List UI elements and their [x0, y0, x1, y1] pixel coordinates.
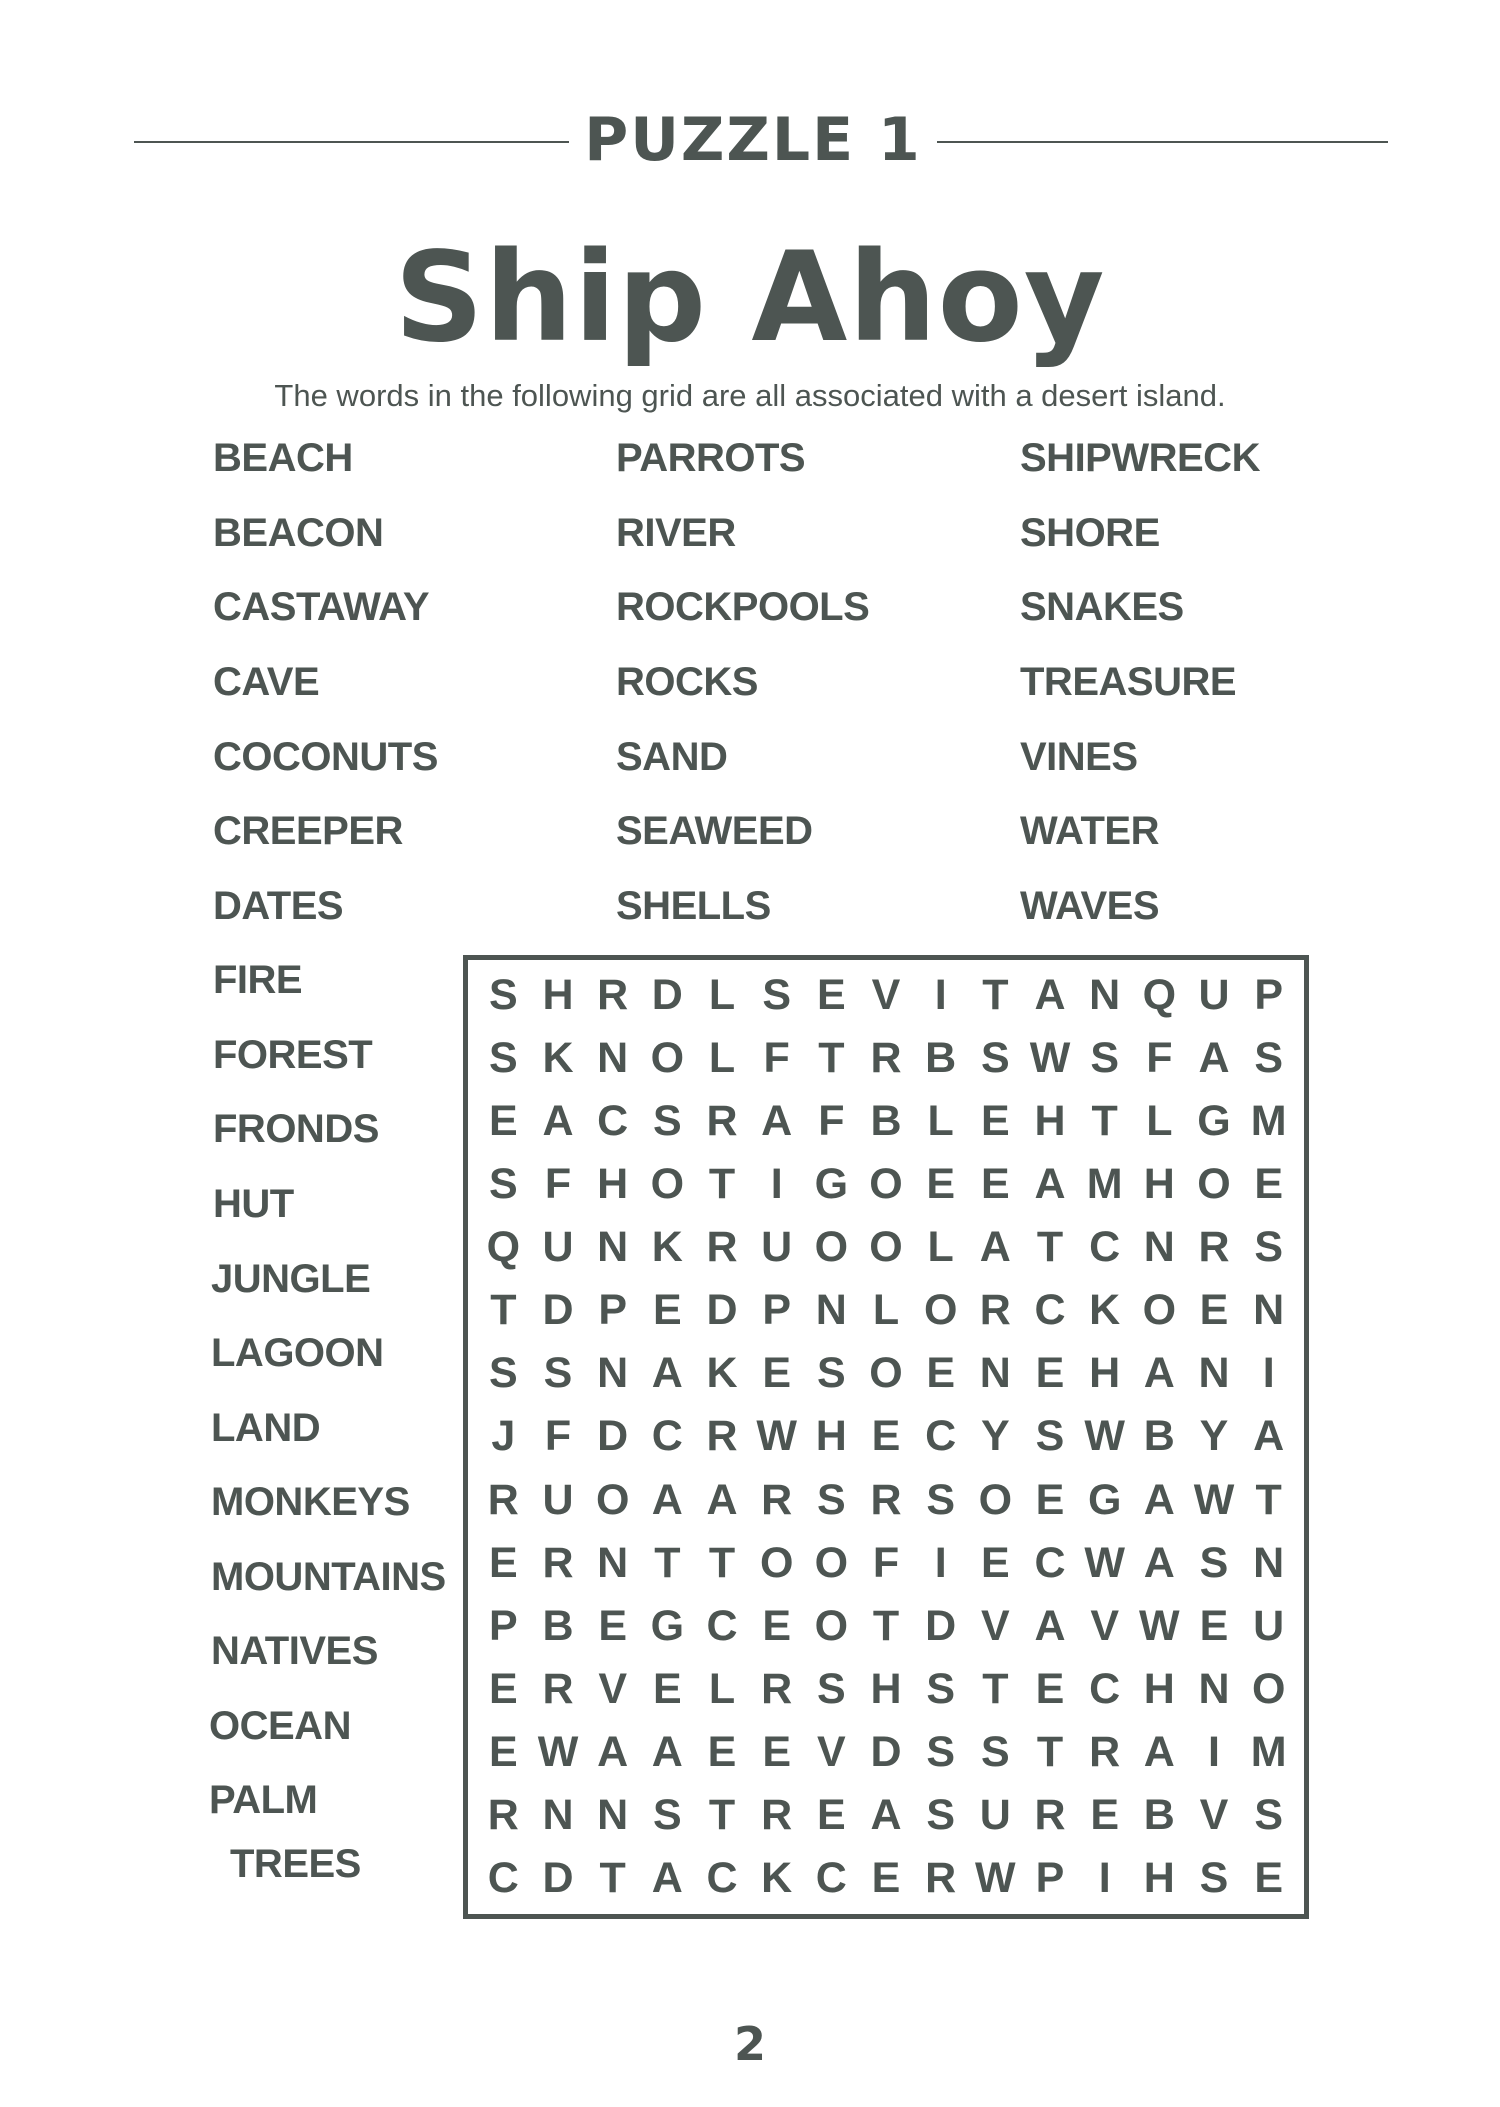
grid-cell: O	[759, 1538, 794, 1587]
grid-cell: E	[488, 1097, 518, 1146]
grid-cell: E	[707, 1727, 737, 1776]
grid-cell: S	[816, 1664, 846, 1713]
grid-cell: E	[1035, 1475, 1065, 1524]
grid-cell: T	[708, 1538, 736, 1587]
grid-cell: W	[1193, 1475, 1235, 1524]
puzzle-title: Ship Ahoy	[394, 226, 1106, 370]
grid-cell: N	[597, 1223, 629, 1272]
grid-cell: B	[870, 1097, 902, 1146]
grid-cell: W	[756, 1412, 797, 1461]
grid-cell: S	[926, 1475, 955, 1524]
grid-cell: N	[597, 1349, 629, 1398]
grid-cell: T	[708, 1790, 736, 1839]
grid-cell: S	[1254, 1790, 1283, 1839]
grid-cell: E	[980, 1538, 1010, 1587]
grid-cell: O	[1251, 1664, 1286, 1713]
grid-cell: G	[650, 1601, 685, 1650]
grid-cell: S	[1199, 1538, 1229, 1587]
grid-cell: A	[651, 1853, 683, 1902]
grid-cell: O	[814, 1223, 849, 1272]
word-list-item: FIRE	[213, 958, 303, 1002]
grid-cell: E	[488, 1664, 518, 1713]
grid-cell: E	[652, 1286, 682, 1335]
grid-cell: C	[815, 1853, 847, 1902]
grid-cell: O	[923, 1286, 958, 1335]
word-list-item: PALM	[209, 1778, 318, 1822]
grid-cell: C	[1034, 1538, 1066, 1587]
grid-cell: U	[979, 1790, 1011, 1839]
grid-cell: W	[975, 1853, 1016, 1902]
word-list-item: ROCKS	[616, 660, 758, 704]
grid-cell: S	[488, 1034, 518, 1083]
word-list-item: SHIPWRECK	[1020, 436, 1260, 480]
puzzle-subtitle: The words in the following grid are all associated with a desert island.	[274, 378, 1226, 413]
grid-cell: P	[1254, 971, 1283, 1020]
word-list-item: BEACH	[213, 436, 353, 480]
grid-cell: F	[544, 1412, 572, 1461]
grid-cell: L	[927, 1097, 954, 1146]
grid-cell: R	[761, 1664, 793, 1713]
grid-cell: N	[1253, 1286, 1285, 1335]
grid-cell: A	[1253, 1412, 1285, 1461]
grid-cell: E	[1199, 1286, 1229, 1335]
grid-cell: C	[651, 1412, 683, 1461]
grid-cell: S	[926, 1664, 955, 1713]
word-list-item: SHORE	[1020, 511, 1160, 555]
grid-cell: I	[934, 971, 947, 1020]
grid-cell: N	[597, 1790, 629, 1839]
grid-cell: A	[1143, 1538, 1175, 1587]
grid-cell: K	[651, 1223, 683, 1272]
grid-cell: S	[926, 1790, 955, 1839]
grid-cell: G	[1197, 1097, 1231, 1146]
grid-cell: T	[599, 1853, 626, 1902]
grid-cell: H	[542, 971, 574, 1020]
grid-cell: A	[651, 1475, 683, 1524]
grid-cell: O	[650, 1034, 685, 1083]
grid-cell: U	[542, 1475, 574, 1524]
grid-cell: A	[651, 1727, 683, 1776]
grid-cell: E	[816, 971, 846, 1020]
grid-cell: F	[544, 1160, 572, 1209]
grid-cell: N	[597, 1538, 629, 1587]
grid-cell: C	[1089, 1664, 1121, 1713]
grid-cell: S	[816, 1475, 846, 1524]
grid-cell: P	[598, 1286, 627, 1335]
word-list-item: JUNGLE	[211, 1257, 371, 1301]
grid-cell: N	[1143, 1223, 1175, 1272]
grid-cell: B	[1143, 1412, 1175, 1461]
grid-cell: M	[1250, 1727, 1287, 1776]
header-rule-right	[937, 141, 1388, 143]
grid-cell: R	[1034, 1790, 1066, 1839]
grid-cell: R	[925, 1853, 957, 1902]
grid-cell: F	[818, 1097, 845, 1146]
grid-cell: O	[869, 1223, 903, 1272]
grid-cell: E	[488, 1727, 518, 1776]
grid-cell: S	[762, 971, 791, 1020]
grid-cell: K	[761, 1853, 793, 1902]
grid-cell: H	[1143, 1853, 1175, 1902]
grid-cell: D	[542, 1853, 574, 1902]
grid-cell: T	[1036, 1223, 1064, 1272]
grid-cell: M	[1250, 1097, 1287, 1146]
grid-cell: F	[872, 1538, 900, 1587]
grid-cell: V	[1199, 1790, 1229, 1839]
grid-cell: T	[982, 1664, 1009, 1713]
grid-cell: V	[980, 1601, 1010, 1650]
grid-cell: T	[982, 971, 1009, 1020]
word-list-item: MONKEYS	[211, 1480, 410, 1524]
word-list-item: PARROTS	[616, 436, 806, 480]
grid-cell: A	[1034, 1160, 1066, 1209]
grid-cell: R	[597, 971, 629, 1020]
grid-cell: E	[980, 1160, 1010, 1209]
grid-cell: R	[706, 1223, 738, 1272]
grid-cell: A	[542, 1097, 574, 1146]
grid-cell: I	[1262, 1349, 1275, 1398]
grid-cell: O	[978, 1475, 1013, 1524]
grid-cell: S	[1199, 1853, 1229, 1902]
grid-cell: S	[488, 1160, 518, 1209]
grid-cell: A	[651, 1349, 683, 1398]
grid-cell: E	[871, 1412, 901, 1461]
grid-cell: T	[1255, 1475, 1282, 1524]
grid-cell: E	[926, 1349, 955, 1398]
grid-cell: L	[927, 1223, 954, 1272]
grid-cell: U	[1253, 1601, 1285, 1650]
grid-cell: R	[487, 1475, 519, 1524]
grid-cell: P	[762, 1286, 791, 1335]
grid-cell: T	[708, 1160, 736, 1209]
grid-cell: S	[1090, 1034, 1119, 1083]
letter-grid	[463, 955, 1309, 1919]
grid-cell: R	[1198, 1223, 1230, 1272]
grid-cell: I	[1208, 1727, 1220, 1776]
grid-cell: E	[816, 1790, 846, 1839]
grid-cell: S	[652, 1790, 682, 1839]
header-rule-left	[134, 141, 569, 143]
grid-cell: A	[870, 1790, 902, 1839]
grid-cell: S	[543, 1349, 573, 1398]
grid-cell: D	[706, 1286, 738, 1335]
word-list-item: TREASURE	[1020, 660, 1237, 704]
word-list-item: LAND	[211, 1406, 321, 1450]
grid-cell: E	[980, 1097, 1010, 1146]
grid-cell: Q	[1142, 971, 1177, 1020]
grid-cell: S	[488, 971, 518, 1020]
grid-cell: Q	[486, 1223, 521, 1272]
grid-cell: B	[925, 1034, 957, 1083]
grid-cell: W	[1084, 1412, 1125, 1461]
grid-cell: T	[1091, 1097, 1118, 1146]
grid-cell: D	[651, 971, 683, 1020]
grid-cell: N	[1253, 1538, 1285, 1587]
word-list-item: WAVES	[1020, 884, 1160, 928]
grid-cell: E	[762, 1727, 791, 1776]
word-list-item: NATIVES	[211, 1629, 378, 1673]
grid-cell: Y	[980, 1412, 1010, 1461]
grid-cell: E	[762, 1601, 791, 1650]
grid-cell: E	[1254, 1160, 1283, 1209]
grid-cell: U	[542, 1223, 574, 1272]
grid-cell: P	[1035, 1853, 1065, 1902]
grid-cell: F	[763, 1034, 790, 1083]
grid-cell: K	[542, 1034, 574, 1083]
grid-cell: D	[542, 1286, 574, 1335]
grid-cell: P	[488, 1601, 518, 1650]
word-list-item: VINES	[1020, 735, 1138, 779]
word-list-item: SEAWEED	[616, 809, 813, 853]
word-list-item: COCONUTS	[213, 735, 438, 779]
grid-cell: J	[491, 1412, 516, 1461]
grid-cell: U	[761, 1223, 793, 1272]
grid-cell: C	[1089, 1223, 1121, 1272]
grid-cell: R	[542, 1538, 574, 1587]
grid-cell: H	[1089, 1349, 1121, 1398]
grid-cell: R	[706, 1097, 738, 1146]
grid-cell: C	[925, 1412, 957, 1461]
grid-cell: G	[1087, 1475, 1122, 1524]
grid-cell: S	[980, 1727, 1010, 1776]
grid-cell: R	[487, 1790, 519, 1839]
word-list-item: OCEAN	[209, 1704, 351, 1748]
grid-cell: R	[870, 1034, 902, 1083]
word-list-item: HUT	[213, 1182, 294, 1226]
grid-cell: N	[815, 1286, 847, 1335]
grid-cell: S	[1035, 1412, 1065, 1461]
grid-cell: A	[1034, 971, 1066, 1020]
grid-cell: R	[870, 1475, 902, 1524]
grid-cell: R	[1089, 1727, 1121, 1776]
grid-cell: E	[926, 1160, 955, 1209]
grid-cell: R	[706, 1412, 738, 1461]
grid-cell: N	[979, 1349, 1011, 1398]
grid-cell: N	[1198, 1664, 1230, 1713]
grid-cell: F	[1146, 1034, 1173, 1083]
word-list-item: FOREST	[213, 1033, 373, 1077]
grid-cell: I	[934, 1538, 947, 1587]
word-list-item: RIVER	[616, 511, 736, 555]
puzzle-label: PUZZLE 1	[584, 105, 922, 175]
grid-cell: R	[979, 1286, 1011, 1335]
grid-cell: N	[1198, 1349, 1230, 1398]
word-list-item: DATES	[213, 884, 344, 928]
grid-cell: T	[490, 1286, 517, 1335]
grid-cell: O	[814, 1538, 849, 1587]
grid-cell: B	[1143, 1790, 1175, 1839]
grid-cell: N	[597, 1034, 629, 1083]
grid-cell: T	[818, 1034, 845, 1083]
grid-cell: C	[1034, 1286, 1066, 1335]
grid-cell: O	[650, 1160, 685, 1209]
grid-cell: N	[1089, 971, 1121, 1020]
page-number: 2	[733, 2017, 766, 2071]
grid-cell: O	[814, 1601, 849, 1650]
grid-cell: I	[770, 1160, 783, 1209]
word-list-item: FRONDS	[213, 1107, 379, 1151]
grid-cell: B	[542, 1601, 574, 1650]
grid-cell: A	[597, 1727, 629, 1776]
grid-cell: A	[1198, 1034, 1230, 1083]
grid-cell: S	[488, 1349, 518, 1398]
grid-cell: E	[871, 1853, 901, 1902]
grid-cell: T	[654, 1538, 681, 1587]
grid-cell: E	[762, 1349, 791, 1398]
word-list-item: CAVE	[213, 660, 320, 704]
grid-cell: D	[925, 1601, 957, 1650]
grid-cell: S	[1254, 1034, 1283, 1083]
grid-cell: V	[1090, 1601, 1119, 1650]
word-list-item: ROCKPOOLS	[616, 585, 870, 629]
grid-cell: K	[1089, 1286, 1121, 1335]
grid-cell: O	[1142, 1286, 1177, 1335]
grid-cell: A	[706, 1475, 738, 1524]
grid-cell: H	[597, 1160, 629, 1209]
grid-cell: C	[706, 1601, 738, 1650]
word-list-item: SNAKES	[1020, 585, 1184, 629]
grid-cell: S	[926, 1727, 955, 1776]
word-list-item: LAGOON	[211, 1331, 384, 1375]
grid-cell: R	[542, 1664, 574, 1713]
grid-cell: W	[537, 1727, 579, 1776]
grid-cell: S	[1254, 1223, 1283, 1272]
grid-cell: D	[597, 1412, 629, 1461]
word-list-item: BEACON	[213, 511, 384, 555]
grid-cell: E	[1035, 1349, 1065, 1398]
grid-cell: D	[870, 1727, 902, 1776]
grid-cell: O	[869, 1160, 903, 1209]
grid-cell: A	[979, 1223, 1011, 1272]
grid-cell: O	[595, 1475, 630, 1524]
grid-cell: V	[871, 971, 901, 1020]
grid-cell: H	[1143, 1160, 1175, 1209]
grid-cell: L	[1146, 1097, 1173, 1146]
grid-cell: M	[1086, 1160, 1123, 1209]
grid-cell: H	[870, 1664, 902, 1713]
grid-cell: E	[488, 1538, 518, 1587]
grid-cell: G	[814, 1160, 849, 1209]
grid-cell: E	[1090, 1790, 1119, 1839]
grid-cell: W	[1139, 1601, 1180, 1650]
grid-cell: L	[708, 971, 736, 1020]
word-list-item: MOUNTAINS	[211, 1555, 446, 1599]
word-list-item: SHELLS	[616, 884, 771, 928]
grid-cell: I	[1098, 1853, 1111, 1902]
grid-cell: R	[761, 1475, 793, 1524]
word-list-item: TREES	[230, 1842, 361, 1886]
grid-cell: E	[598, 1601, 627, 1650]
puzzle-header	[0, 100, 1500, 180]
grid-cell: H	[1143, 1664, 1175, 1713]
grid-cell: T	[872, 1601, 900, 1650]
grid-cell: V	[816, 1727, 846, 1776]
grid-cell: A	[1034, 1601, 1066, 1650]
grid-cell: C	[487, 1853, 519, 1902]
grid-cell: A	[761, 1097, 793, 1146]
grid-cell: S	[652, 1097, 682, 1146]
grid-cell: E	[1199, 1601, 1229, 1650]
grid-cell: S	[816, 1349, 846, 1398]
grid-cell: W	[1084, 1538, 1125, 1587]
grid-cell: A	[1143, 1727, 1175, 1776]
word-list-item: CASTAWAY	[213, 585, 430, 629]
grid-cell: R	[761, 1790, 793, 1839]
grid-cell: O	[1197, 1160, 1231, 1209]
grid-cell: C	[706, 1853, 738, 1902]
grid-cell: L	[708, 1664, 736, 1713]
word-list-item: SAND	[616, 735, 728, 779]
grid-cell: T	[1036, 1727, 1064, 1776]
grid-cell: L	[872, 1286, 900, 1335]
grid-cell: A	[1143, 1349, 1175, 1398]
grid-cell: E	[1254, 1853, 1283, 1902]
grid-cell: Y	[1199, 1412, 1229, 1461]
grid-cell: H	[815, 1412, 847, 1461]
grid-cell: A	[1143, 1475, 1175, 1524]
grid-cell: E	[652, 1664, 682, 1713]
grid-cell: E	[1035, 1664, 1065, 1713]
grid-cell: O	[869, 1349, 903, 1398]
grid-cell: K	[706, 1349, 738, 1398]
grid-cell: L	[708, 1034, 736, 1083]
grid-cell: C	[597, 1097, 629, 1146]
word-list-item: WATER	[1020, 809, 1159, 853]
word-list-item: CREEPER	[213, 809, 403, 853]
grid-cell: H	[1034, 1097, 1066, 1146]
grid-cell: U	[1198, 971, 1230, 1020]
grid-cell: S	[980, 1034, 1010, 1083]
grid-cell: N	[542, 1790, 574, 1839]
grid-cell: W	[1029, 1034, 1071, 1083]
grid-cell: V	[598, 1664, 627, 1713]
